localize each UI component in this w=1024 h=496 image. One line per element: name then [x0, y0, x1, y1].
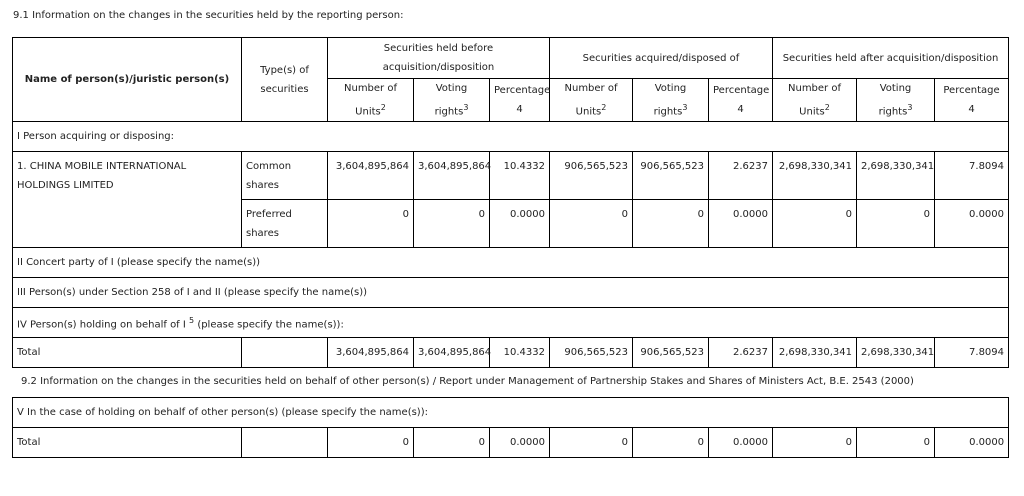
- section-ii-label: II Concert party of I (please specify the name(s)): [13, 248, 1009, 278]
- section-i-label: I Person acquiring or disposing:: [13, 122, 1009, 152]
- section-v-label: V In the case of holding on behalf of other person(s) (please specify the name(s)):: [13, 398, 1009, 428]
- security-type: Common shares: [242, 152, 328, 200]
- after-units: 2,698,330,341: [773, 152, 857, 200]
- after-voting: 2,698,330,341: [857, 152, 935, 200]
- total-after-units: 0: [773, 428, 857, 458]
- acquired-group-header: Securities acquired/disposed of: [550, 38, 773, 79]
- total-before-voting: 3,604,895,864: [414, 338, 490, 368]
- total-after-voting: 0: [857, 428, 935, 458]
- securities-table: [12, 37, 1009, 368]
- total-acquired-units: 906,565,523: [550, 338, 633, 368]
- before-pct: 10.4332: [490, 152, 550, 200]
- on-behalf-table: [12, 397, 1009, 458]
- total-before-units: 3,604,895,864: [328, 338, 414, 368]
- total-before-pct: 10.4332: [490, 338, 550, 368]
- total-acquired-pct: 0.0000: [709, 428, 773, 458]
- acquired-pct: 2.6237: [709, 152, 773, 200]
- total-before-pct: 0.0000: [490, 428, 550, 458]
- before-voting-header: Voting rights$^3$: [414, 79, 490, 122]
- after-voting-header: Voting rights$^3$: [857, 79, 935, 122]
- before-voting: 3,604,895,864: [414, 152, 490, 200]
- name-header: Name of person(s)/juristic person(s): [13, 38, 242, 122]
- total-type-cell: [242, 428, 328, 458]
- before-voting: 0: [414, 200, 490, 248]
- acquired-voting: 906,565,523: [633, 152, 709, 200]
- total-label: Total: [13, 428, 242, 458]
- before-units: 3,604,895,864: [328, 152, 414, 200]
- before-group-header: Securities held before acquisition/disposition: [328, 38, 550, 79]
- after-voting: 0: [857, 200, 935, 248]
- total-label: Total: [13, 338, 242, 368]
- before-units-header: Number of Units$^2$: [328, 79, 414, 122]
- acquired-units-header: Number of Units$^2$: [550, 79, 633, 122]
- acquired-voting-header: Voting rights$^3$: [633, 79, 709, 122]
- acquired-units: 0: [550, 200, 633, 248]
- before-pct-header: Percentage 4: [490, 79, 550, 122]
- section-iii-label: III Person(s) under Section 258 of I and II (please specify the name(s)): [13, 278, 1009, 308]
- acquired-pct-header: Percentage 4: [709, 79, 773, 122]
- holder-name: 1. CHINA MOBILE INTERNATIONAL HOLDINGS LIMITED: [13, 152, 242, 248]
- acquired-units: 906,565,523: [550, 152, 633, 200]
- types-header: Type(s) of securities: [242, 38, 328, 122]
- total-after-voting: 2,698,330,341: [857, 338, 935, 368]
- total-acquired-voting: 0: [633, 428, 709, 458]
- before-pct: 0.0000: [490, 200, 550, 248]
- before-units: 0: [328, 200, 414, 248]
- after-pct: 7.8094: [935, 152, 1009, 200]
- total-after-units: 2,698,330,341: [773, 338, 857, 368]
- total-acquired-units: 0: [550, 428, 633, 458]
- after-group-header: Securities held after acquisition/disposition: [773, 38, 1009, 79]
- total-acquired-voting: 906,565,523: [633, 338, 709, 368]
- after-pct: 0.0000: [935, 200, 1009, 248]
- acquired-pct: 0.0000: [709, 200, 773, 248]
- total-after-pct: 0.0000: [935, 428, 1009, 458]
- total-before-units: 0: [328, 428, 414, 458]
- after-pct-header: Percentage 4: [935, 79, 1009, 122]
- total-before-voting: 0: [414, 428, 490, 458]
- security-type: Preferred shares: [242, 200, 328, 248]
- after-units: 0: [773, 200, 857, 248]
- after-units-header: Number of Units$^2$: [773, 79, 857, 122]
- section-9-1-title: 9.1 Information on the changes in the securities held by the reporting person:: [13, 10, 404, 21]
- total-type-cell: [242, 338, 328, 368]
- section-iv-label: IV Person(s) holding on behalf of I $^5$ (please specify the name(s)):: [13, 308, 1009, 338]
- total-acquired-pct: 2.6237: [709, 338, 773, 368]
- section-9-2-title: 9.2 Information on the changes in the securities held on behalf of other person(s) / Report under Management of Partnership Stakes and Shares of Ministers Act, B.E. 2543 (2000): [21, 376, 914, 387]
- total-after-pct: 7.8094: [935, 338, 1009, 368]
- acquired-voting: 0: [633, 200, 709, 248]
